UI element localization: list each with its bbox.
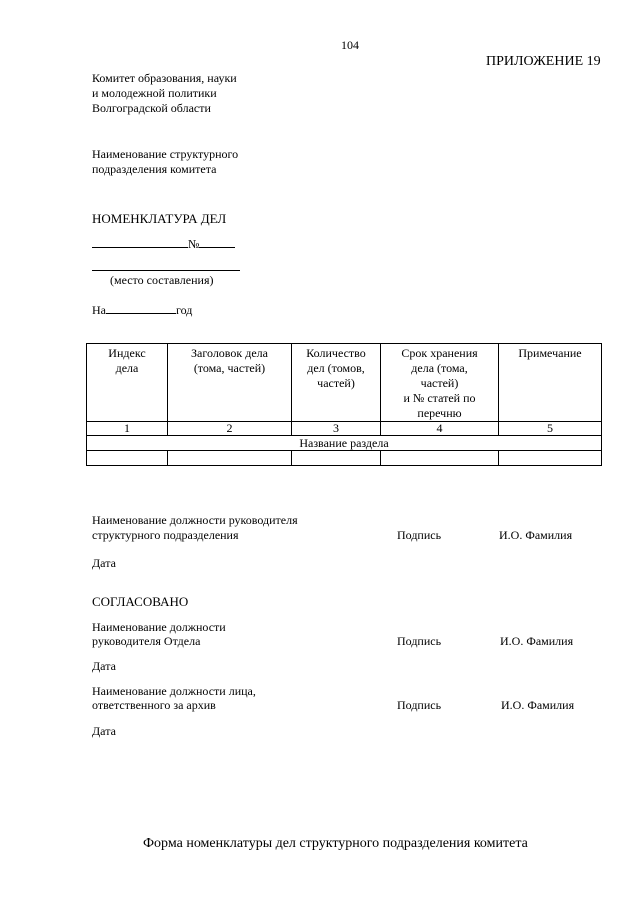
page-number: 104 (341, 38, 359, 52)
nomenclature-table (86, 343, 602, 466)
archive-date-label: Дата (92, 724, 116, 738)
table-row (87, 451, 602, 466)
appendix-label: ПРИЛОЖЕНИЕ 19 (486, 54, 601, 69)
header-cell-note: Примечание (499, 344, 602, 422)
year-prefix: На (92, 303, 106, 317)
archive-name-label: И.О. Фамилия (501, 698, 575, 712)
agreed-heading: СОГЛАСОВАНО (92, 594, 189, 609)
date-blank (92, 236, 188, 248)
dept-name-label: И.О. Фамилия (500, 634, 574, 648)
subdivision-line-2: подразделения комитета (92, 162, 217, 176)
number-cell: 4 (381, 422, 499, 436)
dept-date-label: Дата (92, 659, 116, 673)
header-cell-title: Заголовок дела (тома, частей) (168, 344, 292, 422)
number-cell: 2 (168, 422, 292, 436)
number-cell: 5 (499, 422, 602, 436)
section-title-cell: Название раздела (87, 436, 602, 451)
empty-cell (87, 451, 168, 466)
archive-signature-label: Подпись (397, 698, 442, 712)
number-cell: 1 (87, 422, 168, 436)
head-signature-label: Подпись (397, 528, 442, 542)
org-line-2: и молодежной политики (92, 86, 217, 100)
header-cell-retention: Срок хранения дела (тома, частей) и № статей по перечню (381, 344, 499, 422)
head-position-line-2: структурного подразделения (92, 528, 239, 542)
empty-cell (292, 451, 381, 466)
place-blank (92, 270, 240, 271)
dept-position-line-2: руководителя Отдела (92, 634, 201, 648)
empty-cell (168, 451, 292, 466)
table-section-row (87, 436, 602, 451)
number-line (92, 236, 235, 252)
dept-signature-label: Подпись (397, 634, 442, 648)
number-sign: № (188, 237, 200, 251)
place-caption: (место составления) (110, 273, 214, 287)
head-date-label: Дата (92, 556, 116, 570)
year-blank (106, 302, 176, 314)
year-line (92, 302, 192, 318)
empty-cell (499, 451, 602, 466)
dept-position-line-1: Наименование должности (92, 620, 226, 634)
table-header-row (87, 344, 602, 422)
subdivision-line-1: Наименование структурного (92, 147, 239, 161)
archive-position-line-2: ответственного за архив (92, 698, 216, 712)
header-cell-index: Индекс дела (87, 344, 168, 422)
empty-cell (381, 451, 499, 466)
year-suffix: год (176, 303, 193, 317)
head-position-line-1: Наименование должности руководителя (92, 513, 298, 527)
org-line-3: Волгоградской области (92, 101, 211, 115)
document-title: НОМЕНКЛАТУРА ДЕЛ (92, 211, 227, 226)
form-caption: Форма номенклатуры дел структурного подразделения комитета (143, 836, 528, 851)
table-number-row (87, 422, 602, 436)
header-cell-quantity: Количество дел (томов, частей) (292, 344, 381, 422)
head-name-label: И.О. Фамилия (499, 528, 573, 542)
org-line-1: Комитет образования, науки (92, 71, 237, 85)
archive-position-line-1: Наименование должности лица, (92, 684, 256, 698)
number-cell: 3 (292, 422, 381, 436)
number-blank (199, 236, 235, 248)
